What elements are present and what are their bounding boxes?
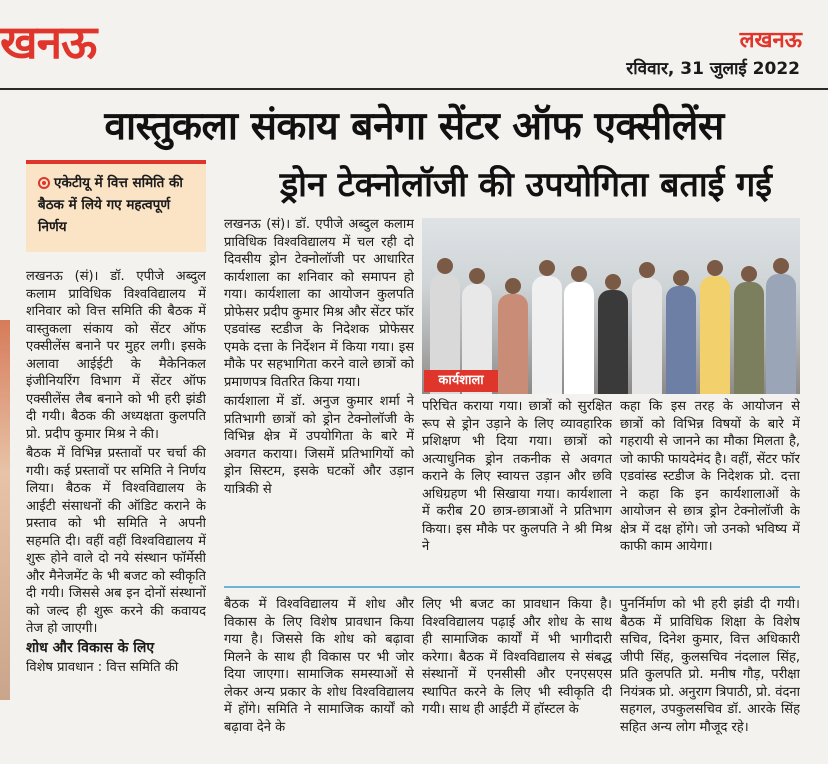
sub-headline: ड्रोन टेक्नोलॉजी की उपयोगिता बताई गई [279,165,773,205]
top-rule [0,88,828,90]
bottom-col4-text: पुनर्निर्माण को भी हरी झंडी दी गयी। बैठक में प्राविधिक शिक्षा के विशेष सचिव, दिनेश कुमार, वित्त अधिकारी जीपी सिंह, कुलसचिव नंदलाल सिंह, प्रति कुलपति प्रो. मनीष गौड़, परीक्षा नियंत्रक प्रो. अनुराग त्रिपाठी, प्रो. वंदना सहगल, उपकुलसचिव डॉ. आरके सिंह सहित अन्य लोग मौजूद रहे। [620,597,800,735]
bottom-col3-text: लिए भी बजट का प्रावधान किया है। विश्वविद्यालय पढ़ाई और शोध के साथ ही सामाजिक कार्यों में भी भागीदारी करेगा। बैठक में विश्वविद्यालय से संबद्ध संस्थानों में एनसीसी और एनएसएस स्थापित करने के लिए भी स्वीकृति दी गयी। साथ ही आईटी में हॉस्टल के [422,597,612,717]
left-article-para: लखनऊ (सं)। डॉ. एपीजे अब्दुल कलाम प्राविधिक विश्वविद्यालय में शनिवार को वित्त समिति की बैठक में वास्तुकला संकाय को सेंटर ऑफ एक्सीलेंस बनाने पर मुहर लगी। इसके अलावा आईईटी के मैकेनिकल इंजीनियरिंग विभाग में सेंटर ऑफ एक्सीलेंस लैब बनाने को भी हरी झंडी दी गयी। बैठक की अध्यक्षता कुलपति प्रो. प्रदीप कुमार मिश्र ने की। [26,269,206,442]
left-article-para: बैठक में विभिन्न प्रस्तावों पर चर्चा की गयी। कई प्रस्तावों पर समिति ने निर्णय लिया। बैठक में विश्वविद्यालय के आईटी संसाधनों की ऑडिट कराने के प्रस्ताव को भी समिति ने अपनी सहमति दी। वहीं वहीं विश्वविद्यालय में शुरू होने वाले दो नये संस्थान फॉर्मेसी और मैनेजमेंट के भी बजट को स्वीकृति दी गयी। जिससे अब इन दोनों संस्थानों को जल्द ही शुरू करने की कवायद तेज हो जाएगी। [26,446,206,636]
main-headline: वास्तुकला संकाय बनेगा सेंटर ऑफ एक्सीलेंस [104,104,724,149]
col4-top-text: कहा कि इस तरह के आयोजन से छात्रों को विभिन्न विषयों के बारे में गहरायी से जानने का मौका मिलता है, जो काफी फायदेमंद है। वहीं, सेंटर फॉर एडवांस्ड स्टडीज के निदेशक प्रो. दत्ता ने कहा कि इन कार्यशालाओं के आयोजन से छात्र ड्रोन टेक्नोलॉजी के क्षेत्र में दक्ष होंगे। जो उनको भविष्य में काफी काम आयेगा। [620,399,800,554]
left-box-title: एकेटीयू में वित्त समिति की बैठक में लिये गए महत्वपूर्ण निर्णय [38,175,183,235]
masthead-city-right: लखनऊ [739,28,802,53]
dateline: रविवार, 31 जुलाई 2022 [626,59,800,79]
left-highlight-box [26,160,206,252]
target-bullet-icon [38,177,50,189]
bottom-col2-text: बैठक में विश्वविद्यालय में शोध और विकास के लिए विशेष प्रावधान किया गया है। जिससे कि शोध को बढ़ावा मिलने के साथ ही विकास पर भी जोर दिया जाएगा। सामाजिक समस्याओं से लेकर अन्य प्रकार के शोध विश्वविद्यालय में होंगे। समिति ने सामाजिक कार्यों को बढ़ावा देने के [224,597,414,735]
adjacent-article-edge [0,320,10,700]
section-divider [224,586,800,588]
left-article-subhead: शोध और विकास के लिए [26,639,155,656]
workshop-photo [422,218,800,394]
left-article-para: विशेष प्रावधान : वित्त समिति की [26,660,179,675]
photo-caption-tag: कार्यशाला [424,370,498,392]
masthead-city-left: खनऊ [0,15,97,69]
mid-article-column [224,216,414,584]
mid-article-para: लखनऊ (सं)। डॉ. एपीजे अब्दुल कलाम प्राविधिक विश्वविद्यालय में चल रही दो दिवसीय ड्रोन टेक्नोलॉजी पर आधारित कार्यशाला का शनिवार को समापन हो गया। कार्यशाला का आयोजन कुलपति प्रोफेसर प्रदीप कुमार मिश्र और सेंटर फॉर एडवांस्ड स्टडीज के निदेशक प्रोफेसर एमके दत्ता के निर्देशन में किया गया। इस मौके पर सहभागिता करने वाले छात्रों को प्रमाणपत्र वितरित किया गया। [224,217,414,390]
mid-article-para: कार्यशाला में डॉ. अनुज कुमार शर्मा ने प्रतिभागी छात्रों को ड्रोन टेक्नोलॉजी के विभिन्न क्षेत्र में उपयोगिता के बारे में अवगत कराया। जिसमें प्रतिभागियों को ड्रोन सिस्टम, इसके घटकों और उड़ान यात्रिकी से [224,394,414,497]
left-article-column [26,268,206,758]
col3-top-text: परिचित कराया गया। छात्रों को सुरक्षित रूप से ड्रोन उड़ाने के लिए व्यावहारिक प्रशिक्षण भी दिया गया। छात्रों को अत्याधुनिक ड्रोन तकनीक से अवगत कराने के लिए स्वायत्त उड़ान और छवि अधिग्रहण भी सिखाया गया। कार्यशाला में करीब 20 छात्र-छात्राओं ने प्रतिभाग किया। इस मौके पर कुलपति ने श्री मिश्र ने [422,399,612,554]
